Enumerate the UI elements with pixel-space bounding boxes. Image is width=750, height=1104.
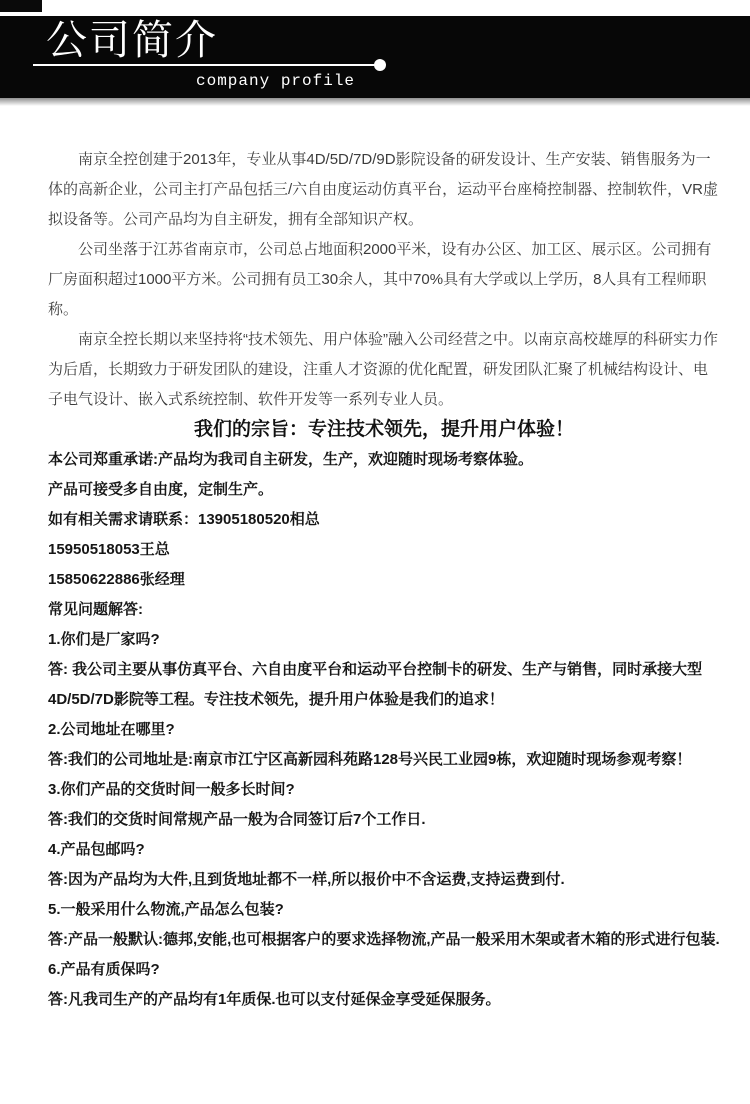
faq-answer: 答:凡我司生产的产品均有1年质保.也可以支付延保金享受延保服务。 [48, 991, 501, 1008]
banner-shadow [0, 98, 750, 106]
faq-question: 3.你们产品的交货时间一般多长时间? [48, 781, 295, 798]
faq-question: 4.产品包邮吗? [48, 841, 145, 858]
faq-question: 5.一般采用什么物流,产品怎么包装? [48, 901, 284, 918]
faq-heading: 常见问题解答: [48, 601, 143, 618]
contact-line: 如有相关需求请联系：13905180520相总 [48, 511, 320, 528]
faq-answer: 答:我们的公司地址是:南京市江宁区高新园科苑路128号兴民工业园9栋，欢迎随时现场参观考察！ [48, 751, 692, 768]
promise-line: 本公司郑重承诺:产品均为我司自主研发，生产，欢迎随时现场考察体验。 [48, 451, 533, 468]
header-banner [0, 16, 750, 98]
promise-line: 产品可接受多自由度，定制生产。 [48, 481, 274, 498]
profile-content [0, 106, 750, 1075]
contact-line: 15950518053王总 [48, 541, 170, 558]
page-subtitle: company profile [196, 72, 356, 90]
faq-question: 2.公司地址在哪里? [48, 721, 175, 738]
page-title: 公司简介 [46, 17, 218, 63]
intro-paragraph: 公司坐落于江苏省南京市，公司总占地面积2000平米，设有办公区、加工区、展示区。公司拥有厂房面积超过1000平方米。公司拥有员工30余人，其中70%具有大学或以上学历，8人具有工程师职称。 [48, 241, 712, 318]
underline-end-dot-icon [374, 59, 386, 71]
intro-paragraph: 南京全控长期以来坚持将“技术领先、用户体验”融入公司经营之中。以南京高校雄厚的科研实力作为后盾，长期致力于研发团队的建设，注重人才资源的优化配置，研发团队汇聚了机械结构设计、电子电气设计、嵌入式系统控制、软件开发等一系列专业人员。 [48, 331, 718, 408]
faq-answer: 答:因为产品均为大件,且到货地址都不一样,所以报价中不含运费,支持运费到付. [48, 871, 565, 888]
faq-answer: 答:产品一般默认:德邦,安能,也可根据客户的要求选择物流,产品一般采用木架或者木箱的形式进行包装. [48, 931, 720, 948]
intro-paragraph: 南京全控创建于2013年，专业从事4D/5D/7D/9D影院设备的研发设计、生产安装、销售服务为一体的高新企业，公司主打产品包括三/六自由度运动仿真平台，运动平台座椅控制器、控制软件，VR虚拟设备等。公司产品均为自主研发，拥有全部知识产权。 [48, 151, 719, 228]
company-slogan: 我们的宗旨：专注技术领先，提升用户体验！ [193, 419, 574, 440]
title-underline [33, 64, 380, 66]
faq-answer: 答:我们的交货时间常规产品一般为合同签订后7个工作日. [48, 811, 426, 828]
faq-answer: 答: 我公司主要从事仿真平台、六自由度平台和运动平台控制卡的研发、生产与销售，同时承接大型4D/5D/7D影院等工程。专注技术领先，提升用户体验是我们的追求！ [48, 661, 703, 708]
faq-question: 1.你们是厂家吗? [48, 631, 160, 648]
contact-line: 15850622886张经理 [48, 571, 185, 588]
faq-question: 6.产品有质保吗? [48, 961, 160, 978]
top-left-tab [0, 0, 42, 12]
